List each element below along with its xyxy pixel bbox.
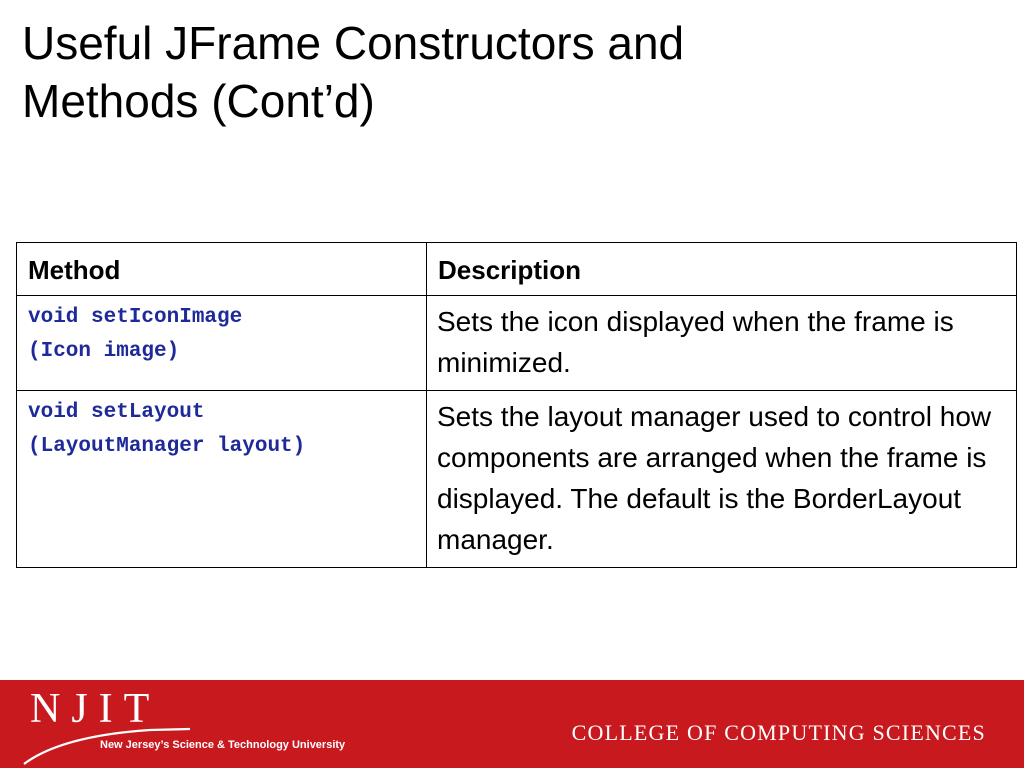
footer-banner	[0, 680, 1024, 768]
college-name: COLLEGE OF COMPUTING SCIENCES	[571, 720, 986, 745]
method-signature: void setIconImage (Icon image)	[17, 296, 427, 391]
method-description: Sets the icon displayed when the frame is minimized.	[427, 296, 1017, 391]
table-row	[17, 391, 1017, 568]
logo-tagline: New Jersey’s Science & Technology University	[100, 739, 346, 751]
method-description: Sets the layout manager used to control how components are arranged when the frame is displayed. The default is the BorderLayout manager.	[427, 391, 1017, 568]
njit-logo	[0, 680, 380, 768]
logo-letters: NJIT	[30, 686, 161, 732]
column-header-description: Description	[427, 243, 1017, 296]
slide-title-line-2: Methods (Cont’d)	[22, 75, 375, 127]
method-signature: void setLayout (LayoutManager layout)	[17, 391, 427, 568]
slide-title-line-1: Useful JFrame Constructors and	[22, 17, 685, 69]
slide-title	[22, 14, 1002, 130]
column-header-method: Method	[17, 243, 427, 296]
table-header-row	[17, 243, 1017, 296]
methods-table	[16, 242, 1017, 568]
table-row	[17, 296, 1017, 391]
